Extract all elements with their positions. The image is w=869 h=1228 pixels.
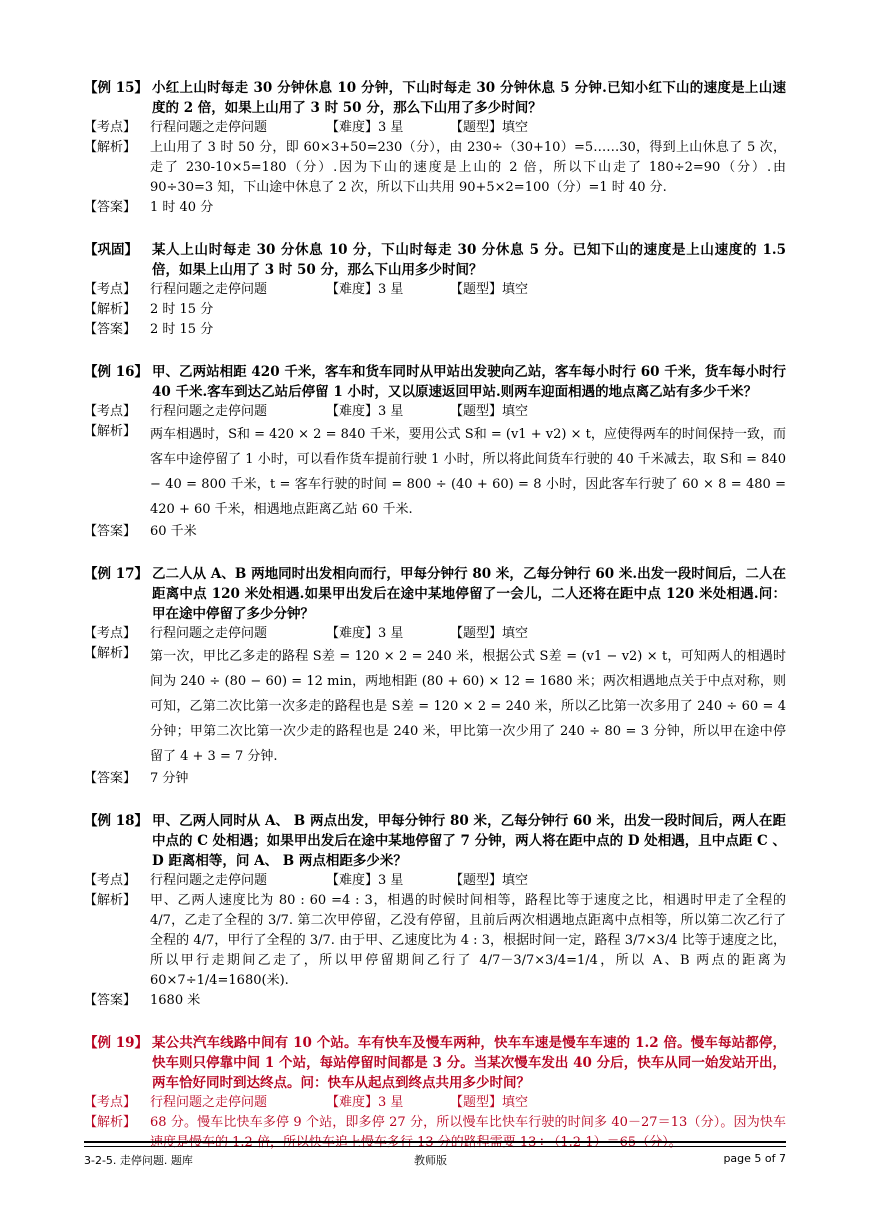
analysis-row (84, 300, 786, 320)
question-text: 甲、乙两站相距 420 千米，客车和货车同时从甲站出发驶向乙站，客车每小时行 60 千米，货车每小时行 40 千米.客车到达乙站后停留 1 小时，又以原速返回甲站.则两车迎面相遇的地点离乙站有多少千米？ (152, 364, 786, 400)
meta-row (84, 280, 786, 300)
daan-label: 【答案】 (84, 524, 137, 539)
footer-doc-name: 3-2-5. 走停问题. 题库 (84, 1154, 193, 1167)
answer-row (84, 991, 786, 1011)
jiexi-label: 【解析】 (84, 1115, 137, 1130)
daan-label: 【答案】 (84, 200, 137, 215)
problem-19 (84, 1033, 786, 1153)
footer-divider (84, 1141, 786, 1143)
problem-18 (84, 811, 786, 1011)
tixing-value: 填空 (502, 404, 529, 419)
kaodian-value: 行程问题之走停问题 (150, 282, 268, 297)
answer-row (84, 320, 786, 340)
answer-text: 2 时 15 分 (150, 322, 214, 337)
problem-16 (84, 362, 786, 542)
question-row (84, 811, 786, 871)
nandu-label: 【难度】 (326, 120, 379, 135)
question-row (84, 240, 786, 280)
question-row (84, 78, 786, 118)
analysis-text: 上山用了 3 时 50 分，即 60×3+50=230（分），由 230÷（30+10）=5……30，得到上山休息了 5 次，走了 230-10×5=180（分）.因为下山的速度是上山的 2 倍，所以下山走了 180÷2=90（分）.由 90÷30=3 知，下山途中休息了 2 次，所以下山共用 90+5×2=100（分）=1 时 40 分. (150, 140, 786, 195)
question-row (84, 362, 786, 402)
jiexi-label: 【解析】 (84, 424, 137, 439)
nandu-label: 【难度】 (326, 404, 379, 419)
tixing-label: 【题型】 (450, 1095, 503, 1110)
question-text: 小红上山时每走 30 分钟休息 10 分钟，下山时每走 30 分钟休息 5 分钟.已知小红下山的速度是上山速度的 2 倍，如果上山用了 3 时 50 分，那么下山用了多少时间？ (152, 80, 786, 116)
nandu-label: 【难度】 (326, 282, 379, 297)
tixing-label: 【题型】 (450, 282, 503, 297)
daan-label: 【答案】 (84, 322, 137, 337)
kaodian-label: 【考点】 (84, 1095, 137, 1110)
nandu-label: 【难度】 (326, 1095, 379, 1110)
analysis-row (84, 422, 786, 522)
analysis-text: 甲、乙两人速度比为 80 : 60 =4 : 3，相遇的时候时间相等，路程比等于速度之比，相遇时甲走了全程的 4/7，乙走了全程的 3/7. 第二次甲停留，乙没有停留，且前后两次相遇地点距离中点相等，所以第二次乙行了全程的 4/7，甲行了全程的 3/7. 由于甲、乙速度比为 4 : 3，根据时间一定，路程 3/7×3/4 比等于速度之比，所以甲行走期间乙走了，所以甲停留期间乙行了 4/7－3/7×3/4=1/4，所以 A、B 两点的距离为 60×7÷1/4=1680(米). (150, 893, 786, 988)
problem-15 (84, 78, 786, 218)
problem-tag: 【例 15】 (84, 80, 148, 96)
nandu-value: 3 星 (378, 873, 404, 888)
kaodian-label: 【考点】 (84, 120, 137, 135)
answer-text: 1680 米 (150, 993, 201, 1008)
meta-row (84, 1093, 786, 1113)
kaodian-label: 【考点】 (84, 873, 137, 888)
analysis-text: 68 分。慢车比快车多停 9 个站，即多停 27 分，所以慢车比快车行驶的时间多 40－27＝13（分）。因为快车速度是慢车的 1.2 倍，所以快车追上慢车多行 13 分的路程需要 13÷（1.2-1）＝65（分）。 (150, 1115, 786, 1150)
question-row (84, 564, 786, 624)
answer-row (84, 522, 786, 542)
kaodian-value: 行程问题之走停问题 (150, 404, 268, 419)
jiexi-label: 【解析】 (84, 140, 137, 155)
meta-row (84, 118, 786, 138)
kaodian-value: 行程问题之走停问题 (150, 626, 268, 641)
question-row (84, 1033, 786, 1093)
kaodian-value: 行程问题之走停问题 (150, 1095, 268, 1110)
answer-text: 60 千米 (150, 524, 197, 539)
analysis-text: 两车相遇时，S和 = 420 × 2 = 840 千米，要用公式 S和 = (v1 + v2) × t，应使得两车的时间保持一致，而客车中途停留了 1 小时，可以看作货车提前行驶 1 小时，所以将此间货车行驶的 40 千米减去，取 S和 = 840 − 40 = 800 千米，t = 客车行驶的时间 = 800 ÷ (40 + 60) = 8 小时，因此客车行驶了 60 × 8 = 480 = 420 + 60 千米，相遇地点距离乙站 60 千米. (150, 427, 786, 517)
problem-17 (84, 564, 786, 789)
problem-tag: 【例 16】 (84, 364, 148, 380)
problem-consolidate (84, 240, 786, 340)
analysis-text: 2 时 15 分 (150, 302, 214, 317)
question-text: 甲、乙两人同时从 A、 B 两点出发，甲每分钟行 80 米，乙每分钟行 60 米，出发一段时间后，两人在距中点的 C 处相遇；如果甲出发后在途中某地停留了 7 分钟，两人将在距中点的 D 处相遇，且中点距 C 、 D 距离相等，问 A、 B 两点相距多少米？ (152, 813, 786, 869)
daan-label: 【答案】 (84, 771, 137, 786)
nandu-value: 3 星 (378, 404, 404, 419)
analysis-row (84, 1113, 786, 1153)
tixing-value: 填空 (502, 282, 529, 297)
analysis-row (84, 891, 786, 991)
tixing-label: 【题型】 (450, 120, 503, 135)
analysis-text: 第一次，甲比乙多走的路程 S差 = 120 × 2 = 240 米，根据公式 S差 = (v1 − v2) × t，可知两人的相遇时间为 240 ÷ (80 − 60) = 12 min，两地相距 (80 + 60) × 12 = 1680 米；两次相遇地点关于中点对称，则可知，乙第二次比第一次多走的路程也是 S差 = 120 × 2 = 240 米，所以乙比第一次多用了 240 ÷ 60 = 4 分钟；甲第二次比第一次少走的路程也是 240 米，甲比第一次少用了 240 ÷ 80 = 3 分钟，所以甲在途中停留了 4 + 3 = 7 分钟. (150, 649, 786, 764)
problem-tag: 【巩固】 (84, 242, 138, 258)
footer-edition: 教师版 (414, 1154, 447, 1167)
answer-text: 1 时 40 分 (150, 200, 214, 215)
meta-row (84, 624, 786, 644)
answer-row (84, 198, 786, 218)
question-text: 某公共汽车线路中间有 10 个站。车有快车及慢车两种，快车车速是慢车车速的 1.2 倍。慢车每站都停，快车则只停靠中间 1 个站，每站停留时间都是 3 分。当某次慢车发出 40 分后，快车从同一始发站开出，两车恰好同时到达终点。问：快车从起点到终点共用多少时间？ (152, 1035, 786, 1091)
tixing-value: 填空 (502, 120, 529, 135)
tixing-label: 【题型】 (450, 404, 503, 419)
meta-row (84, 402, 786, 422)
tixing-label: 【题型】 (450, 873, 503, 888)
daan-label: 【答案】 (84, 993, 137, 1008)
question-text: 乙二人从 A、B 两地同时出发相向而行，甲每分钟行 80 米，乙每分钟行 60 米.出发一段时间后，二人在距离中点 120 米处相遇.如果甲出发后在途中某地停留了一会儿，二人还将在距中点 120 米处相遇.问：甲在途中停留了多少分钟？ (152, 566, 786, 622)
question-text: 某人上山时每走 30 分休息 10 分，下山时每走 30 分休息 5 分。已知下山的速度是上山速度的 1.5 倍，如果上山用了 3 时 50 分，那么下山用多少时间？ (152, 242, 786, 278)
kaodian-value: 行程问题之走停问题 (150, 120, 268, 135)
nandu-value: 3 星 (378, 1095, 404, 1110)
analysis-row (84, 138, 786, 198)
answer-row (84, 769, 786, 789)
jiexi-label: 【解析】 (84, 646, 137, 661)
answer-text: 7 分钟 (150, 771, 189, 786)
kaodian-label: 【考点】 (84, 626, 137, 641)
tixing-value: 填空 (502, 1095, 529, 1110)
nandu-value: 3 星 (378, 626, 404, 641)
tixing-label: 【题型】 (450, 626, 503, 641)
problem-tag: 【例 19】 (84, 1035, 148, 1051)
jiexi-label: 【解析】 (84, 302, 137, 317)
tixing-value: 填空 (502, 873, 529, 888)
nandu-label: 【难度】 (326, 626, 379, 641)
kaodian-label: 【考点】 (84, 282, 137, 297)
footer-divider-thin (84, 1146, 786, 1147)
jiexi-label: 【解析】 (84, 893, 137, 908)
page-content (84, 78, 786, 1175)
problem-tag: 【例 18】 (84, 813, 148, 829)
kaodian-value: 行程问题之走停问题 (150, 873, 268, 888)
problem-tag: 【例 17】 (84, 566, 148, 582)
kaodian-label: 【考点】 (84, 404, 137, 419)
analysis-row (84, 644, 786, 769)
nandu-value: 3 星 (378, 120, 404, 135)
nandu-label: 【难度】 (326, 873, 379, 888)
footer-page-number: page 5 of 7 (723, 1152, 786, 1165)
nandu-value: 3 星 (378, 282, 404, 297)
tixing-value: 填空 (502, 626, 529, 641)
meta-row (84, 871, 786, 891)
